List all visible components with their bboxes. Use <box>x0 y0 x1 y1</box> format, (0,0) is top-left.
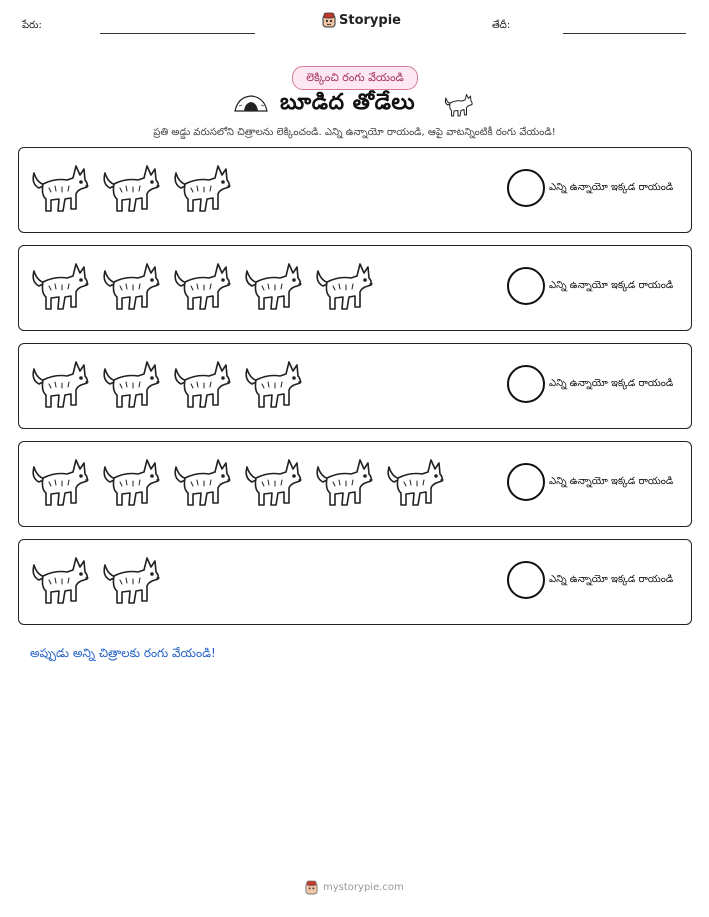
gray-wolf-icon <box>100 354 160 414</box>
gray-wolf-icon <box>29 158 89 218</box>
gray-wolf-icon <box>100 158 160 218</box>
answer-label: ఎన్ని ఉన్నాయో ఇక్కడ రాయండి <box>549 476 674 487</box>
counting-row <box>18 539 692 625</box>
storypie-logo-icon <box>322 12 336 28</box>
storypie-logo-icon <box>305 880 318 895</box>
gray-wolf-icon <box>29 354 89 414</box>
brand-name: Storypie <box>339 12 401 28</box>
answer-circle[interactable] <box>507 169 545 207</box>
counting-row <box>18 441 692 527</box>
name-label: పేరు: <box>22 20 42 31</box>
gray-wolf-icon <box>29 452 89 512</box>
gray-wolf-icon <box>313 256 373 316</box>
gray-wolf-icon <box>171 452 231 512</box>
date-field[interactable] <box>563 33 686 34</box>
gray-wolf-icon <box>242 452 302 512</box>
site-url: mystorypie.com <box>323 882 404 893</box>
picture-group <box>29 256 373 316</box>
gray-wolf-icon <box>29 550 89 610</box>
gray-wolf-icon <box>242 256 302 316</box>
answer-circle[interactable] <box>507 463 545 501</box>
answer-circle[interactable] <box>507 561 545 599</box>
name-field[interactable] <box>100 33 255 34</box>
gray-wolf-icon <box>171 256 231 316</box>
gray-wolf-icon <box>100 550 160 610</box>
date-label: తేదీ: <box>492 20 511 31</box>
picture-group <box>29 158 231 218</box>
cave-icon <box>234 94 268 112</box>
picture-group <box>29 354 302 414</box>
page-title: బూడిద తోడేలు <box>280 90 416 115</box>
picture-group <box>29 550 160 610</box>
activity-badge: లెక్కించి రంగు వేయండి <box>292 66 418 90</box>
brand-logo <box>322 12 401 28</box>
gray-wolf-icon <box>100 256 160 316</box>
site-footer <box>305 880 404 895</box>
picture-group <box>29 452 444 512</box>
answer-label: ఎన్ని ఉన్నాయో ఇక్కడ రాయండి <box>549 182 674 193</box>
gray-wolf-icon <box>171 354 231 414</box>
counting-row <box>18 147 692 233</box>
gray-wolf-icon <box>29 256 89 316</box>
footer-note: అప్పుడు అన్ని చిత్రాలకు రంగు వేయండి! <box>30 646 216 660</box>
answer-circle[interactable] <box>507 365 545 403</box>
counting-row <box>18 245 692 331</box>
answer-label: ఎన్ని ఉన్నాయో ఇక్కడ రాయండి <box>549 280 674 291</box>
gray-wolf-icon <box>313 452 373 512</box>
answer-label: ఎన్ని ఉన్నాయో ఇక్కడ రాయండి <box>549 378 674 389</box>
instructions-text: ప్రతి అడ్డు వరుసలోని చిత్రాలను లెక్కించండి. ఎన్ని ఉన్నాయో రాయండి, ఆపై వాటన్నింటికీ రంగు వేయండి! <box>153 127 556 138</box>
gray-wolf-icon <box>384 452 444 512</box>
gray-wolf-icon <box>171 158 231 218</box>
counting-row <box>18 343 692 429</box>
answer-label: ఎన్ని ఉన్నాయో ఇక్కడ రాయండి <box>549 574 674 585</box>
gray-wolf-icon <box>242 354 302 414</box>
gray-wolf-icon <box>100 452 160 512</box>
answer-circle[interactable] <box>507 267 545 305</box>
wolf-icon <box>442 90 474 120</box>
